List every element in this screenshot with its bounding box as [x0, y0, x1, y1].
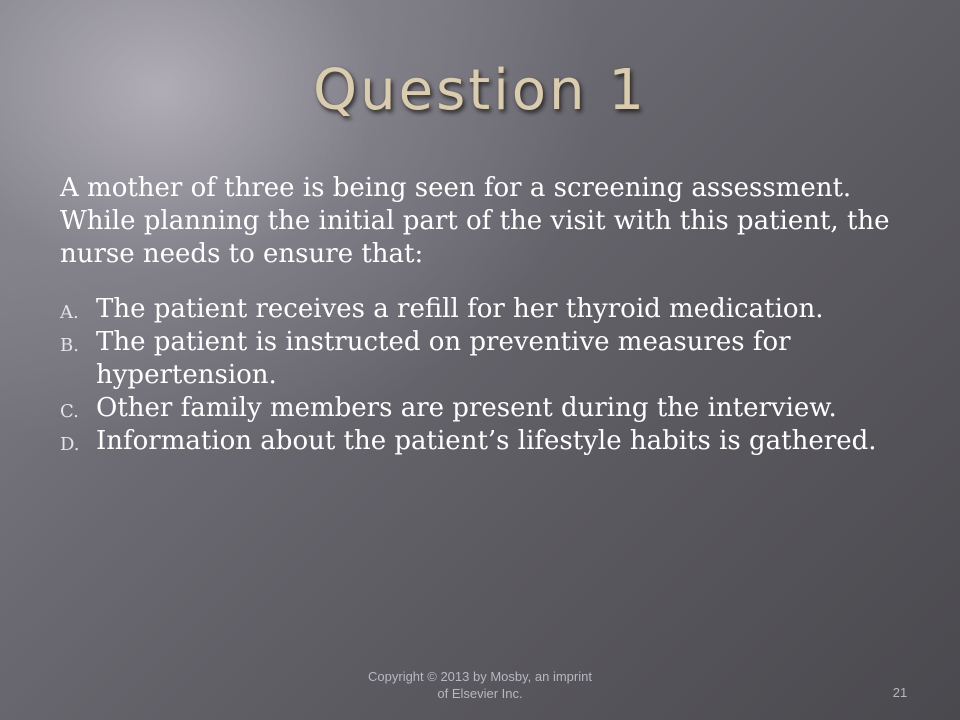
option-text-d: Information about the patient’s lifestyle habits is gathered. [96, 426, 877, 456]
question-stem: A mother of three is being seen for a screening assessment. While planning the initial part of the visit with this patient, the nurse needs to ensure that: [60, 173, 890, 269]
answer-option-d [60, 425, 920, 458]
copyright-line-1: Copyright © 2013 by Mosby, an imprint [368, 669, 592, 684]
option-letter-a: A. [60, 302, 79, 323]
option-text-b: The patient is instructed on preventive measures for hypertension. [96, 327, 791, 390]
option-letter-d: D. [60, 434, 80, 455]
copyright-footer [330, 668, 630, 702]
option-text-a: The patient receives a refill for her thyroid medication. [96, 294, 824, 324]
slide-title: Question 1 [313, 58, 647, 123]
option-letter-b: B. [60, 335, 79, 356]
copyright-line-2: of Elsevier Inc. [437, 686, 523, 701]
option-text-c: Other family members are present during the interview. [96, 393, 837, 423]
question-content [60, 172, 920, 458]
answer-option-a [60, 293, 920, 326]
answer-option-b [60, 326, 920, 392]
page-number: 21 [892, 685, 908, 700]
option-letter-c: C. [60, 401, 79, 422]
answer-options-list [60, 293, 920, 458]
answer-option-c [60, 392, 920, 425]
